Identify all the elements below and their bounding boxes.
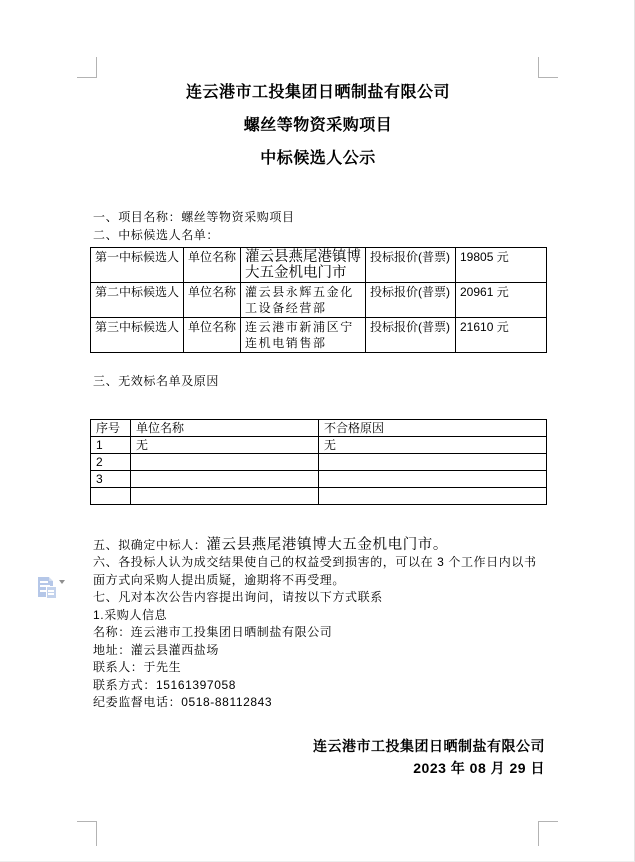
buyer-name: 名称：连云港市工投集团日晒制盐有限公司: [93, 625, 333, 639]
signature-company: 连云港市工投集团日晒制盐有限公司: [313, 737, 545, 754]
candidate-row-3: [91, 318, 547, 353]
paste-options-button[interactable]: [38, 577, 68, 599]
signature-block: [90, 735, 546, 780]
reason-cell: [319, 470, 547, 487]
buyer-contact-person: 联系人：于先生: [93, 660, 182, 674]
section-candidates-heading: 二、中标候选人名单：: [93, 227, 220, 242]
candidate-rank-cell: 第三中标候选人: [91, 318, 184, 353]
winner-label: 五、拟确定中标人：: [93, 537, 207, 552]
col-header-unit: 单位名称: [131, 419, 319, 436]
unit-name-cell: 灌云县永辉五金化工设备经营部: [241, 283, 366, 318]
unit-cell: [131, 453, 319, 470]
col-header-reason: 不合格原因: [319, 419, 547, 436]
unit-cell: [131, 487, 319, 504]
unit-name-cell: [241, 248, 366, 283]
invalid-row-2: [91, 453, 547, 470]
crop-mark-bottom-left-icon: [77, 821, 97, 846]
invalid-row-1: [91, 436, 547, 453]
unit-cell: 无: [131, 436, 319, 453]
candidates-table: [90, 247, 547, 353]
price-cell: 19805 元: [456, 248, 547, 283]
reason-cell: 无: [319, 436, 547, 453]
invalid-row-4: [91, 487, 547, 504]
section-invalid-heading: 三、无效标名单及原因: [93, 374, 220, 388]
candidate-row-1: [91, 248, 547, 283]
unit-label-cell: 单位名称: [184, 318, 241, 353]
invalid-row-3: [91, 470, 547, 487]
invalid-header-row: [91, 419, 547, 436]
candidate-row-2: [91, 283, 547, 318]
reason-cell: [319, 487, 547, 504]
section-winner: [90, 537, 546, 555]
reason-cell: [319, 453, 547, 470]
price-cell: 21610 元: [456, 318, 547, 353]
candidate-rank-cell: 第一中标候选人: [91, 248, 184, 283]
invalid-bids-table: [90, 419, 547, 505]
crop-mark-bottom-right-icon: [538, 821, 558, 846]
doc-title-company: 连云港市工投集团日晒制盐有限公司: [185, 84, 450, 101]
section-inquiry: 七、凡对本次公告内容提出询问，请按以下方式联系: [93, 590, 383, 604]
winner-company-name: 灌云县燕尾港镇博大五金机电门市。: [206, 536, 449, 553]
document-body: [90, 0, 546, 780]
buyer-info-block: [90, 607, 546, 712]
paste-options-page-icon: [46, 586, 56, 598]
price-label-cell: 投标报价(普票): [366, 318, 456, 353]
buyer-info-heading: 1.采购人信息: [93, 607, 168, 622]
unit-label-cell: 单位名称: [184, 248, 241, 283]
chevron-down-icon[interactable]: [59, 584, 67, 592]
serial-cell: 1: [91, 436, 131, 453]
unit-cell: [131, 470, 319, 487]
signature-date: 2023 年 08 月 29 日: [413, 760, 545, 776]
price-label-cell: 投标报价(普票): [366, 248, 456, 283]
unit-name-cell: 连云港市新浦区宁连机电销售部: [241, 318, 366, 353]
doc-title-announcement: 中标候选人公示: [260, 150, 376, 167]
serial-cell: [91, 487, 131, 504]
buyer-phone: 联系方式：15161397058: [93, 677, 237, 692]
serial-cell: 3: [91, 470, 131, 487]
section-objection: 六、各投标人认为成交结果使自己的权益受到损害的，可以在 3 个工作日内以书面方式向采购人提出质疑，逾期将不再受理。: [93, 555, 537, 587]
section-project-name: 一、项目名称：螺丝等物资采购项目: [93, 210, 295, 224]
col-header-serial: 序号: [91, 419, 131, 436]
doc-title-project: 螺丝等物资采购项目: [243, 117, 393, 134]
candidate-rank-cell: 第二中标候选人: [91, 283, 184, 318]
supervision-phone: 纪委监督电话：0518-88112843: [93, 695, 273, 709]
price-cell: 20961 元: [456, 283, 547, 318]
unit-name-text: 灌云县燕尾港镇博大五金机电门市: [245, 249, 361, 281]
unit-label-cell: 单位名称: [184, 283, 241, 318]
serial-cell: 2: [91, 453, 131, 470]
price-label-cell: 投标报价(普票): [366, 283, 456, 318]
buyer-address: 地址：灌云县灌西盐场: [93, 642, 220, 657]
